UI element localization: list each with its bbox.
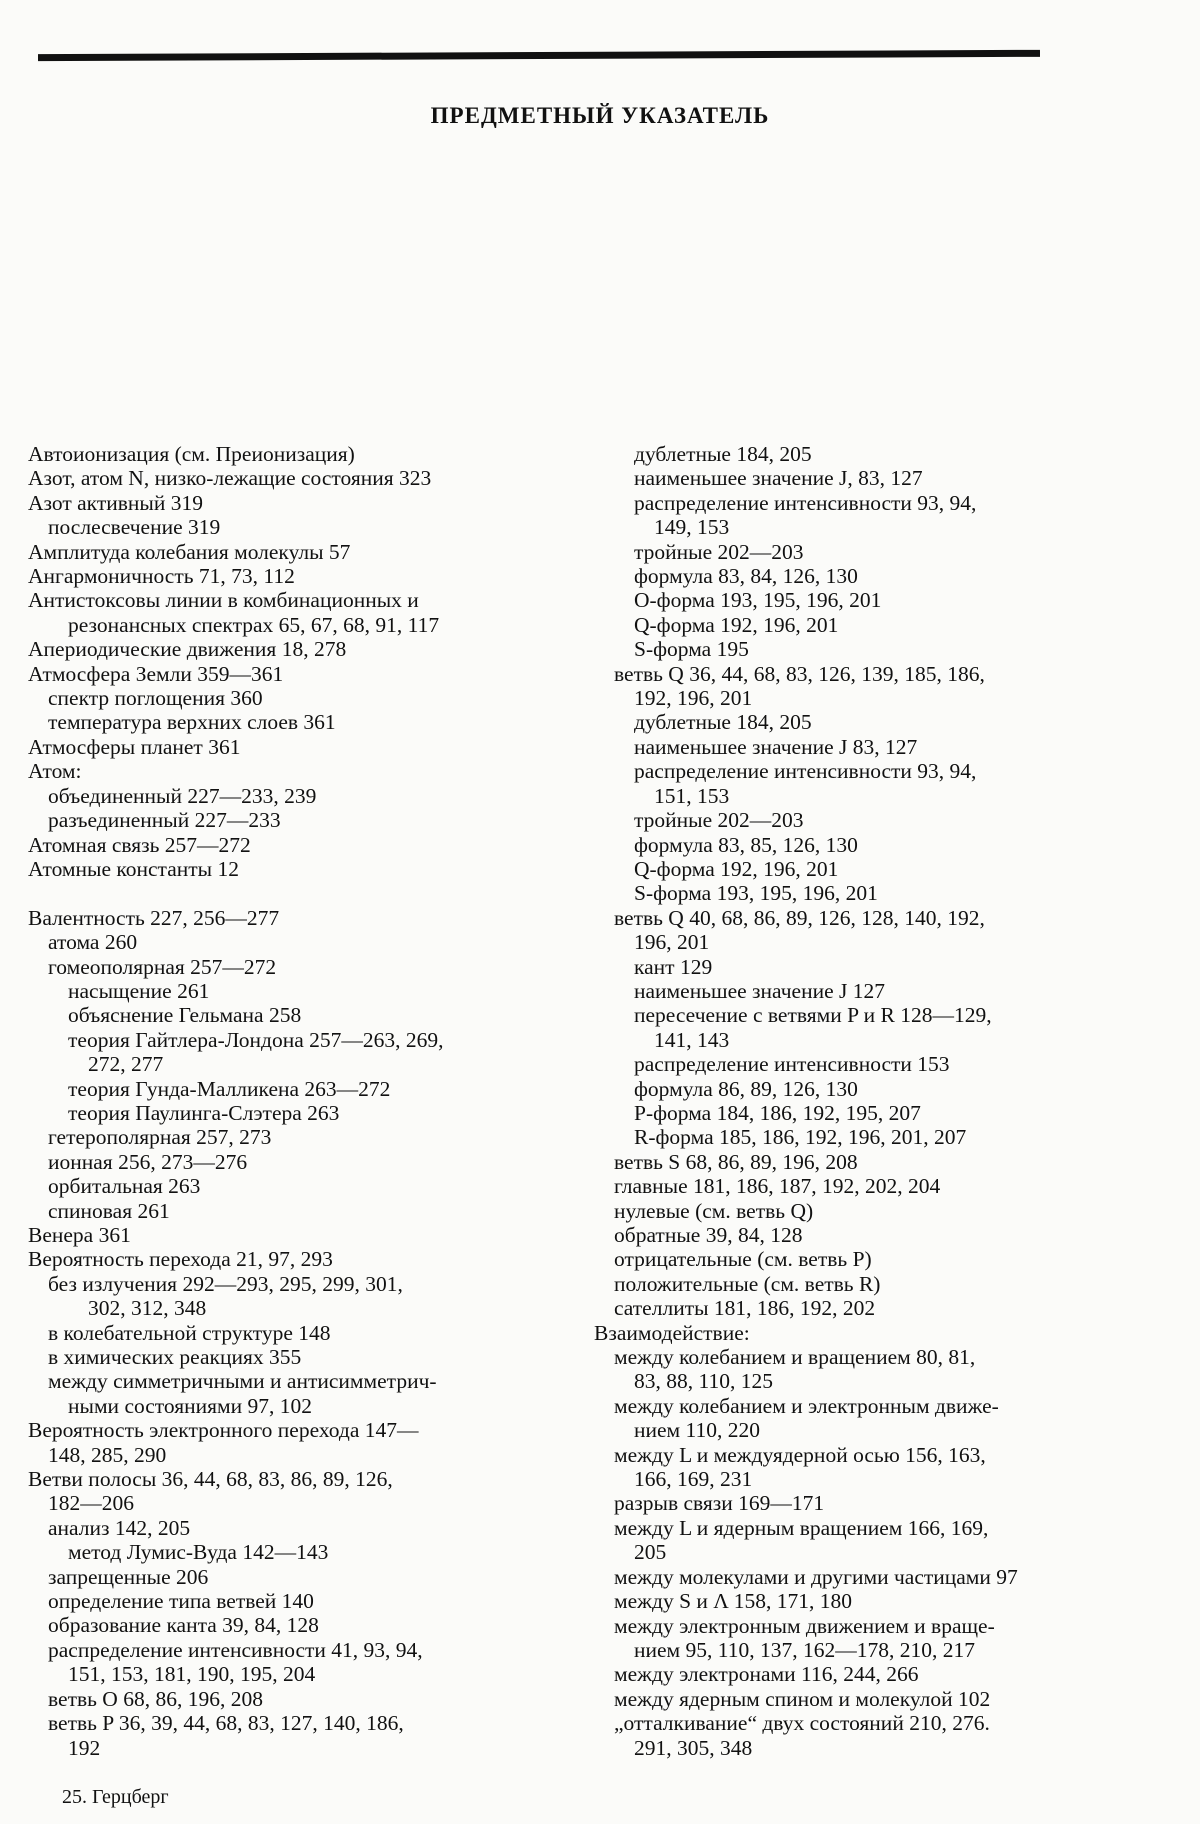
index-entry: Q-форма 192, 196, 201 — [634, 612, 839, 637]
index-entry: ветвь Q 40, 68, 86, 89, 126, 128, 140, 192, — [614, 905, 985, 930]
index-entry: обратные 39, 84, 128 — [614, 1223, 803, 1247]
index-entry: резонансных спектрах 65, 67, 68, 91, 117 — [68, 612, 440, 637]
index-entry: 141, 143 — [654, 1027, 730, 1052]
index-entry: метод Лумис-Вуда 142—143 — [68, 1540, 329, 1565]
index-entry: ионная 256, 273—276 — [48, 1149, 248, 1174]
index-entry: Ветви полосы 36, 44, 68, 83, 86, 89, 126, — [28, 1467, 393, 1492]
index-entry: дублетные 184, 205 — [634, 442, 812, 466]
index-entry: Взаимодействие: — [594, 1320, 750, 1345]
index-entry: наименьшее значение J, 83, 127 — [634, 466, 923, 491]
index-entry: Ангармоничность 71, 73, 112 — [28, 564, 295, 589]
index-entry: Вероятность электронного перехода 147— — [28, 1418, 419, 1443]
index-entry: между S и Λ 158, 171, 180 — [614, 1589, 852, 1614]
index-entry: R-форма 185, 186, 192, 196, 201, 207 — [634, 1125, 967, 1150]
index-entry: 302, 312, 348 — [88, 1296, 207, 1321]
index-entry: 192 — [68, 1735, 101, 1760]
index-entry: 192, 196, 201 — [634, 686, 753, 711]
index-entry: отрицательные (см. ветвь P) — [614, 1247, 872, 1272]
index-entry: 83, 88, 110, 125 — [634, 1369, 773, 1394]
index-entry: 151, 153 — [654, 783, 730, 808]
index-entry: теория Гунда-Малликена 263—272 — [68, 1076, 391, 1101]
entry-gap — [28, 881, 558, 905]
index-entry: тройные 202—203 — [634, 808, 804, 833]
index-entry: между колебанием и вращением 80, 81, — [614, 1345, 976, 1370]
index-entry: Автоионизация (см. Преионизация) — [28, 442, 355, 466]
index-column-right — [592, 442, 1152, 1760]
index-entry: в колебательной структуре 148 — [48, 1320, 331, 1345]
index-entry: 291, 305, 348 — [634, 1735, 753, 1760]
index-column-left — [28, 442, 558, 1760]
index-entry: температура верхних слоев 361 — [48, 710, 336, 735]
index-entry: разрыв связи 169—171 — [614, 1491, 825, 1516]
index-entry: сателлиты 181, 186, 192, 202 — [614, 1296, 876, 1321]
index-entry: определение типа ветвей 140 — [48, 1589, 314, 1614]
index-entry: объединенный 227—233, 239 — [48, 783, 317, 808]
index-entry: разъединенный 227—233 — [48, 808, 281, 833]
index-entry: 148, 285, 290 — [48, 1442, 167, 1467]
index-entry: положительные (см. ветвь R) — [614, 1271, 881, 1296]
index-entry: наименьшее значение J 83, 127 — [634, 734, 918, 759]
top-rule — [38, 50, 1040, 61]
index-entry: кант 129 — [634, 954, 713, 979]
index-entry: атома 260 — [48, 930, 138, 955]
index-entry: наименьшее значение J 127 — [634, 978, 885, 1003]
index-entry: 182—206 — [48, 1491, 134, 1516]
index-entry: Азот активный 319 — [28, 490, 203, 515]
index-entry: ветвь O 68, 86, 196, 208 — [48, 1686, 263, 1711]
index-entry: Атомные константы 12 — [28, 856, 239, 881]
page-title: ПРЕДМЕТНЫЙ УКАЗАТЕЛЬ — [430, 103, 770, 128]
index-entry: ветвь Q 36, 44, 68, 83, 126, 139, 185, 186, — [614, 661, 985, 686]
page-footer: 25. Герцберг — [62, 1786, 169, 1808]
index-entry: формула 83, 85, 126, 130 — [634, 832, 858, 857]
index-entry: между симметричными и антисимметрич- — [48, 1369, 437, 1394]
index-entry: формула 86, 89, 126, 130 — [634, 1076, 858, 1101]
index-entry: гетерополярная 257, 273 — [48, 1125, 272, 1150]
index-entry: гомеополярная 257—272 — [48, 954, 277, 979]
index-entry: тройные 202—203 — [634, 539, 804, 564]
index-entry: нием 110, 220 — [634, 1418, 760, 1443]
index-entry: орбитальная 263 — [48, 1174, 201, 1199]
index-entry: Атомная связь 257—272 — [28, 832, 251, 857]
index-entry: в химических реакциях 355 — [48, 1345, 302, 1370]
index-entry: теория Гайтлера-Лондона 257—263, 269, — [68, 1027, 444, 1052]
index-entry: 272, 277 — [88, 1052, 164, 1077]
index-entry: S-форма 195 — [634, 637, 749, 662]
index-entry: между электронами 116, 244, 266 — [614, 1662, 919, 1687]
index-entry: распределение интенсивности 153 — [634, 1052, 950, 1077]
index-entry: образование канта 39, 84, 128 — [48, 1613, 319, 1638]
index-entry: 149, 153 — [654, 515, 730, 540]
index-entry: Атом: — [28, 759, 82, 784]
index-entry: главные 181, 186, 187, 192, 202, 204 — [614, 1174, 941, 1199]
index-entry: распределение интенсивности 41, 93, 94, — [48, 1637, 423, 1662]
index-entry: Атмосфера Земли 359—361 — [28, 661, 284, 686]
index-entry: ными состояниями 97, 102 — [68, 1393, 313, 1418]
index-entry: запрещенные 206 — [48, 1564, 209, 1589]
index-entry: P-форма 184, 186, 192, 195, 207 — [634, 1100, 921, 1125]
index-entry: ветвь P 36, 39, 44, 68, 83, 127, 140, 186, — [48, 1711, 404, 1736]
index-entry: между колебанием и электронным движе- — [614, 1393, 999, 1418]
index-entry: Венера 361 — [28, 1222, 131, 1247]
index-entry: пересечение с ветвями P и R 128—129, — [634, 1003, 992, 1028]
index-entry: нулевые (см. ветвь Q) — [614, 1198, 814, 1223]
index-entry: распределение интенсивности 93, 94, — [634, 759, 977, 784]
index-entry: Апериодические движения 18, 278 — [28, 637, 347, 662]
index-entry: Азот, атом N, низко-лежащие состояния 323 — [28, 466, 432, 491]
index-entry: анализ 142, 205 — [48, 1515, 191, 1540]
index-entry: Амплитуда колебания молекулы 57 — [28, 539, 351, 564]
index-entry: Q-форма 192, 196, 201 — [634, 856, 839, 881]
index-entry: 205 — [634, 1540, 667, 1565]
index-entry: между электронным движением и враще- — [614, 1613, 995, 1638]
index-entry: спектр поглощения 360 — [48, 686, 263, 711]
index-entry: 151, 153, 181, 190, 195, 204 — [68, 1662, 316, 1687]
index-entry: формула 83, 84, 126, 130 — [634, 564, 858, 589]
index-entry: без излучения 292—293, 295, 299, 301, — [48, 1271, 403, 1296]
index-entry: дублетные 184, 205 — [634, 710, 812, 735]
index-entry: между L и междуядерной осью 156, 163, — [614, 1442, 986, 1467]
index-entry: Атмосферы планет 361 — [28, 734, 241, 759]
index-entry: нием 95, 110, 137, 162—178, 210, 217 — [634, 1637, 975, 1662]
index-entry: теория Паулинга-Слэтера 263 — [68, 1100, 340, 1125]
index-entry: Антистоксовы линии в комбинационных и — [28, 588, 419, 613]
index-entry: между молекулами и другими частицами 97 — [614, 1564, 1018, 1589]
index-entry: спиновая 261 — [48, 1198, 170, 1223]
index-entry: между ядерным спином и молекулой 102 — [614, 1686, 991, 1711]
index-entry: распределение интенсивности 93, 94, — [634, 490, 977, 515]
index-entry: насыщение 261 — [68, 978, 210, 1003]
index-entry: послесвечение 319 — [48, 515, 221, 540]
index-entry: Вероятность перехода 21, 97, 293 — [28, 1247, 333, 1272]
index-entry: ветвь S 68, 86, 89, 196, 208 — [614, 1149, 858, 1174]
index-entry: объяснение Гельмана 258 — [68, 1003, 302, 1028]
index-entry: между L и ядерным вращением 166, 169, — [614, 1515, 989, 1540]
index-entry: Валентность 227, 256—277 — [28, 905, 280, 930]
index-entry: S-форма 193, 195, 196, 201 — [634, 881, 878, 906]
index-entry: 166, 169, 231 — [634, 1467, 753, 1492]
index-entry: „отталкивание“ двух состояний 210, 276. — [614, 1711, 990, 1736]
index-entry: O-форма 193, 195, 196, 201 — [634, 588, 882, 613]
index-entry: 196, 201 — [634, 930, 710, 955]
